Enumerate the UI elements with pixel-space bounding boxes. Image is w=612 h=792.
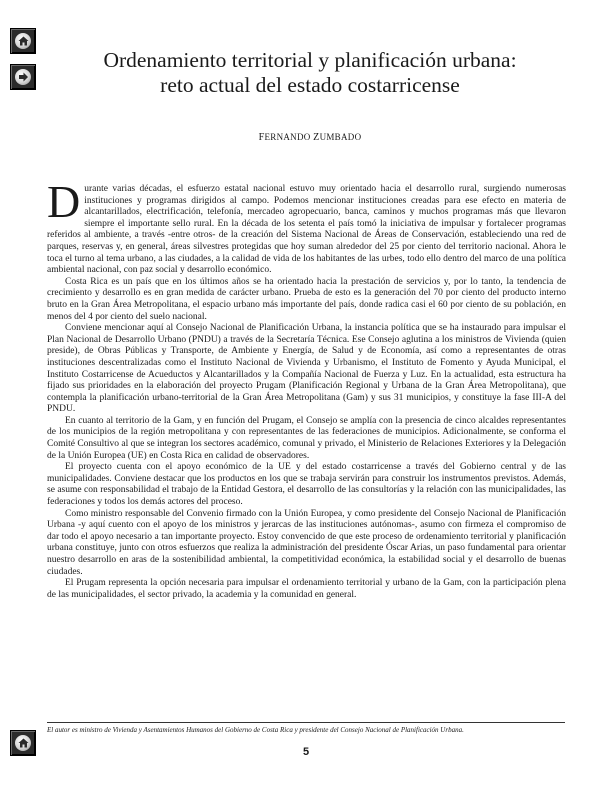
paragraph-6: Como ministro responsable del Convenio firmado con la Unión Europea, y como presidente del Consejo Nacional de Planificación Urbana -y aquí cuento con el apoyo de los ministros y jerarcas de las instituciones autónomas-, asumo con firmeza el compromiso de dar todo el apoyo necesario a tan importante proyecto. Estoy convencido de que este proceso de ordenamiento territorial y planificación urbana constituye, junto con otros esfuerzos que realiza la administración del presidente Óscar Arias, un paso fundamental para orientar nuestro desarrollo en aras de la sostenibilidad ambiental, la competitividad económica, la estabilidad social y el desarrollo de buenas ciudades. — [47, 508, 566, 577]
title-line-2: reto actual del estado costarricense — [160, 73, 460, 97]
article-title — [60, 48, 560, 98]
paragraph-4: En cuanto al territorio de la Gam, y en función del Prugam, el Consejo se amplía con la presencia de cinco alcaldes representantes de los municipios de la región metropolitana y con representantes de las federaciones de municipios. Adicionalmente, se conforma el Comité Consultivo al que se integran los sectores académico, comunal y privado, el Ministerio de Relaciones Exteriores y la Delegación de la Unión Europea (UE) en Costa Rica en calidad de observadores. — [47, 415, 566, 461]
home-button-top[interactable] — [10, 28, 36, 54]
article-body — [47, 176, 566, 601]
paragraph-1: Durante varias décadas, el esfuerzo estatal nacional estuvo muy orientado hacia el desarrollo rural, surgiendo numerosas instituciones y programas dirigidos al campo. Podemos mencionar instituciones creadas para ese efecto en materia de alcantarillados, electrificación, telefonía, mercadeo agropecuario, banca, caminos y muchos programas más que llevaron siempre el importante sello rural. En la década de los setenta el país tomó la iniciativa de impulsar y fortalecer programas referidos al ambiente, a través -entre otros- de la creación del Sistema Nacional de Áreas de Conservación, estableciendo una red de parques, reservas y, en general, áreas silvestres protegidas que hoy suman alrededor del 25 por ciento del territorio nacional. Ahora le toca el turno al tema urbano, a las ciudades, a la calidad de vida de los habitantes de las urbes, todo ello dentro del marco de una política ambiental nacional, con paz social y desarrollo económico. — [47, 176, 566, 276]
next-page-button[interactable] — [10, 64, 36, 90]
footnote-divider — [47, 722, 565, 723]
author-footnote: El autor es ministro de Vivienda y Asentamientos Humanos del Gobierno de Costa Rica y presidente del Consejo Nacional de Planificación Urbana. — [47, 726, 464, 734]
author-byline: FERNANDO ZUMBADO — [258, 132, 362, 143]
page-number: 5 — [302, 746, 310, 758]
arrow-right-icon — [15, 69, 31, 85]
paragraph-3: Conviene mencionar aquí al Consejo Nacional de Planificación Urbana, la instancia política que se ha instaurado para impulsar el Plan Nacional de Desarrollo Urbano (PNDU) a través de la Secretaría Técnica. Ese Consejo aglutina a los ministros de Vivienda (quien preside), de Obras Públicas y Transporte, de Ambiente y Energía, de Salud y de Economía, así como a representantes de otras instituciones descentralizadas como el Instituto Nacional de Vivienda y Urbanismo, el Instituto de Fomento y Ayuda Municipal, el Instituto Costarricense de Acueductos y Alcantarillados y la Compañía Nacional de Fuerza y Luz. En la actualidad, esta estructura ha fijado sus prioridades en la elaboración del proyecto Prugam (Planificación Regional y Urbana de la Gran Área Metropolitana), que contempla la planificación urbano-territorial de la Gran Área Metropolitana (Gam) y sus 31 municipios, y constituye la fase III-A del PNDU. — [47, 323, 566, 415]
title-line-1: Ordenamiento territorial y planificación urbana: — [103, 48, 517, 72]
paragraph-2: Costa Rica es un país que en los últimos años se ha orientado hacia la prestación de servicios y, por lo tanto, la tendencia de crecimiento y desarrollo es en gran medida de carácter urbano. Prueba de esto es la generación del 70 por ciento del producto interno bruto en la Gran Área Metropolitana, el espacio urbano más importante del país, donde radica casi el 60 por ciento de su población, en menos del 4 por ciento del suelo nacional. — [47, 276, 566, 322]
paragraph-5: El proyecto cuenta con el apoyo económico de la UE y del estado costarricense a través del Gobierno central y de las municipalidades. Conviene destacar que los productos en los que se trabaja servirán para construir los instrumentos previstos. Además, se asume con responsabilidad el trabajo de la Entidad Gestora, el desarrollo de las consultorías y la relación con las municipalidades, las federaciones y todos los demás actores del proceso. — [47, 462, 566, 508]
paragraph-7: El Prugam representa la opción necesaria para impulsar el ordenamiento territorial y urbano de la Gam, con la participación plena de las municipalidades, el sector privado, la academia y la comunidad en general. — [47, 578, 566, 600]
home-icon — [15, 33, 31, 49]
drop-cap: D — [47, 176, 81, 227]
